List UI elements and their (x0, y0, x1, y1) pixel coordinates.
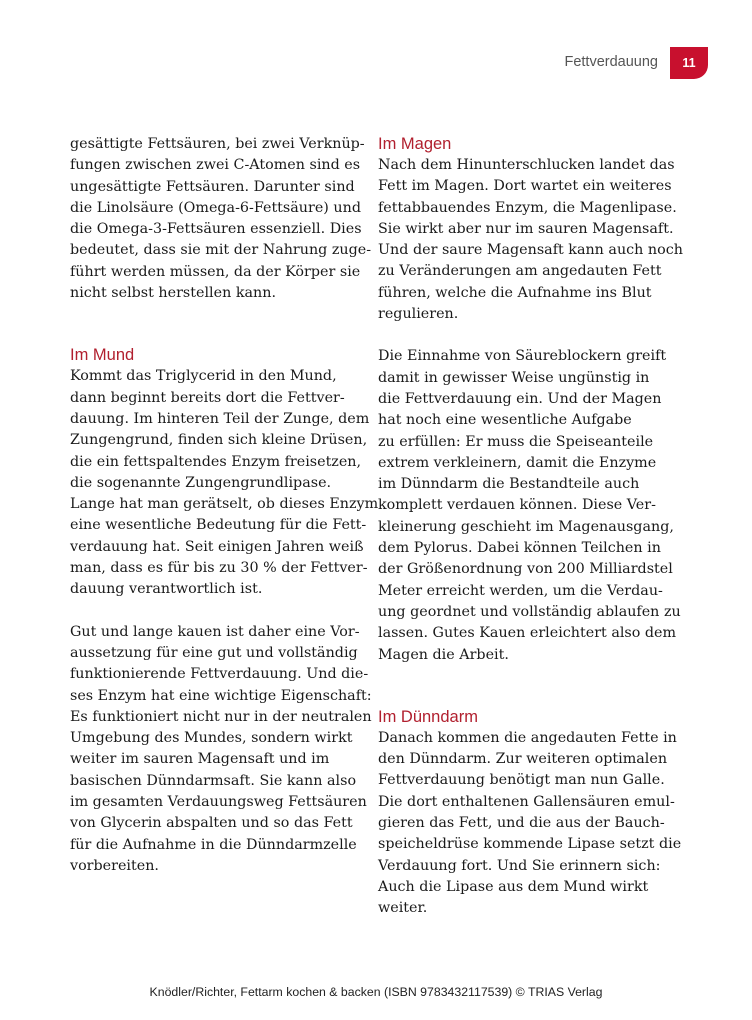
mund-paragraph-2 (70, 622, 372, 878)
text-line: dann beginnt bereits dort die Fettver- (70, 389, 345, 406)
text-line: ungesättigte Fettsäuren. Darunter sind (70, 178, 355, 195)
text-line: bedeutet, dass sie mit der Nahrung zuge- (70, 242, 372, 259)
text-line: Gut und lange kauen ist daher eine Vor- (70, 623, 360, 640)
page-number-badge: 11 (670, 47, 708, 79)
text-line: die Omega-3-Fettsäuren essenziell. Dies (70, 221, 362, 238)
text-line: ung geordnet und vollständig ablaufen zu (378, 603, 681, 620)
text-line: Fett im Magen. Dort wartet ein weiteres (378, 178, 672, 195)
text-line: Lange hat man gerätselt, ob dieses Enzym (70, 496, 379, 513)
text-line: den Dünndarm. Zur weiteren optimalen (378, 751, 668, 768)
text-line: aussetzung für eine gut und vollständig (70, 644, 358, 661)
magen-paragraph-2 (378, 346, 681, 665)
text-line: die Linolsäure (Omega-6-Fettsäure) und (70, 199, 361, 216)
text-line: Auch die Lipase aus dem Mund wirkt (378, 878, 649, 895)
text-line: dauung verantwortlich ist. (70, 581, 263, 598)
text-line: zu Veränderungen am angedauten Fett (378, 263, 662, 280)
text-line: Kommt das Triglycerid in den Mund, (70, 368, 337, 385)
text-line: fungen zwischen zwei C-Atomen sind es (70, 157, 361, 174)
text-line: die Fettverdauung ein. Und der Magen (378, 390, 662, 407)
duenndarm-paragraph-1 (378, 728, 682, 920)
text-line: von Glycerin abspalten und so das Fett (70, 815, 353, 832)
text-line: Sie wirkt aber nur im sauren Magensaft. (378, 220, 674, 237)
text-line: Es funktioniert nicht nur in der neutralen (70, 708, 372, 725)
text-line: weiter. (378, 900, 428, 917)
text-line: kleinerung geschieht im Magenausgang, (378, 518, 674, 535)
text-line: hat noch eine wesentliche Aufgabe (378, 412, 632, 429)
text-line: Zungengrund, finden sich kleine Drüsen, (70, 432, 368, 449)
section-heading-im-mund: Im Mund (70, 346, 135, 365)
text-line: basischen Dünndarmsaft. Sie kann also (70, 772, 357, 789)
section-heading-im-duenndarm: Im Dünndarm (378, 707, 478, 726)
footer-citation: Knödler/Richter, Fettarm kochen & backen (ISBN 9783432117539) © TRIAS Verlag (149, 985, 603, 999)
text-line: für die Aufnahme in die Dünndarmzelle (70, 836, 357, 853)
text-line: Verdauung fort. Und Sie erinnern sich: (378, 857, 661, 874)
text-line: dem Pylorus. Dabei können Teilchen in (378, 540, 661, 557)
text-line: Fettverdauung benötigt man nun Galle. (378, 772, 665, 789)
text-line: dauung. Im hinteren Teil der Zunge, dem (70, 410, 370, 427)
magen-paragraph-1 (378, 155, 683, 325)
text-line: führt werden müssen, da der Körper sie (70, 263, 361, 280)
text-line: der Größenordnung von 200 Milliardstel (378, 561, 673, 578)
text-line: regulieren. (378, 306, 459, 323)
text-line: verdauung hat. Seit einigen Jahren weiß (70, 538, 364, 555)
right-column (378, 134, 683, 920)
text-line: Meter erreicht werden, um die Verdau- (378, 582, 663, 599)
text-line: Magen die Arbeit. (378, 646, 509, 663)
text-line: gesättigte Fettsäuren, bei zwei Verknüp- (70, 136, 365, 152)
text-line: ses Enzym hat eine wichtige Eigenschaft: (70, 687, 372, 704)
text-line: funktionierende Fettverdauung. Und die- (70, 666, 369, 683)
text-line: gieren das Fett, und die aus der Bauch- (378, 815, 665, 832)
mund-paragraph-1 (70, 366, 379, 600)
text-line: komplett verdauen können. Diese Ver- (378, 497, 656, 514)
text-line: Die Einnahme von Säureblockern greift (378, 348, 667, 365)
text-line: die sogenannte Zungengrundlipase. (70, 474, 332, 491)
text-line: im Dünndarm die Bestandteile auch (378, 476, 640, 493)
intro-paragraph (70, 134, 372, 304)
section-heading-im-magen: Im Magen (378, 135, 452, 153)
text-line: weiter im sauren Magensaft und im (70, 751, 330, 768)
text-line: speicheldrüse kommende Lipase setzt die (378, 836, 682, 853)
text-line: lassen. Gutes Kauen erleichtert also dem (378, 625, 677, 642)
text-line: zu erfüllen: Er muss die Speiseanteile (378, 433, 654, 450)
text-line: vorbereiten. (70, 857, 159, 874)
running-head-title: Fettverdauung (564, 54, 658, 70)
text-line: extrem verkleinern, damit die Enzyme (378, 454, 657, 471)
left-column (70, 134, 379, 877)
text-line: Und der saure Magensaft kann auch noch (378, 242, 683, 259)
text-line: die ein fettspaltendes Enzym freisetzen, (70, 453, 362, 470)
text-line: führen, welche die Aufnahme ins Blut (378, 284, 652, 301)
text-line: man, dass es für bis zu 30 % der Fettver- (70, 560, 368, 577)
text-line: Die dort enthaltenen Gallensäuren emul- (378, 793, 675, 810)
text-line: Danach kommen die angedauten Fette in (378, 729, 677, 746)
text-line: eine wesentliche Bedeutung für die Fett- (70, 517, 367, 534)
text-line: damit in gewisser Weise ungünstig in (378, 369, 650, 386)
text-line: im gesamten Verdauungsweg Fettsäuren (70, 794, 367, 811)
text-line: nicht selbst herstellen kann. (70, 285, 276, 302)
text-line: Nach dem Hinunterschlucken landet das (378, 157, 675, 173)
text-line: fettabbauendes Enzym, die Magenlipase. (378, 199, 677, 216)
text-line: Umgebung des Mundes, sondern wirkt (70, 730, 353, 747)
